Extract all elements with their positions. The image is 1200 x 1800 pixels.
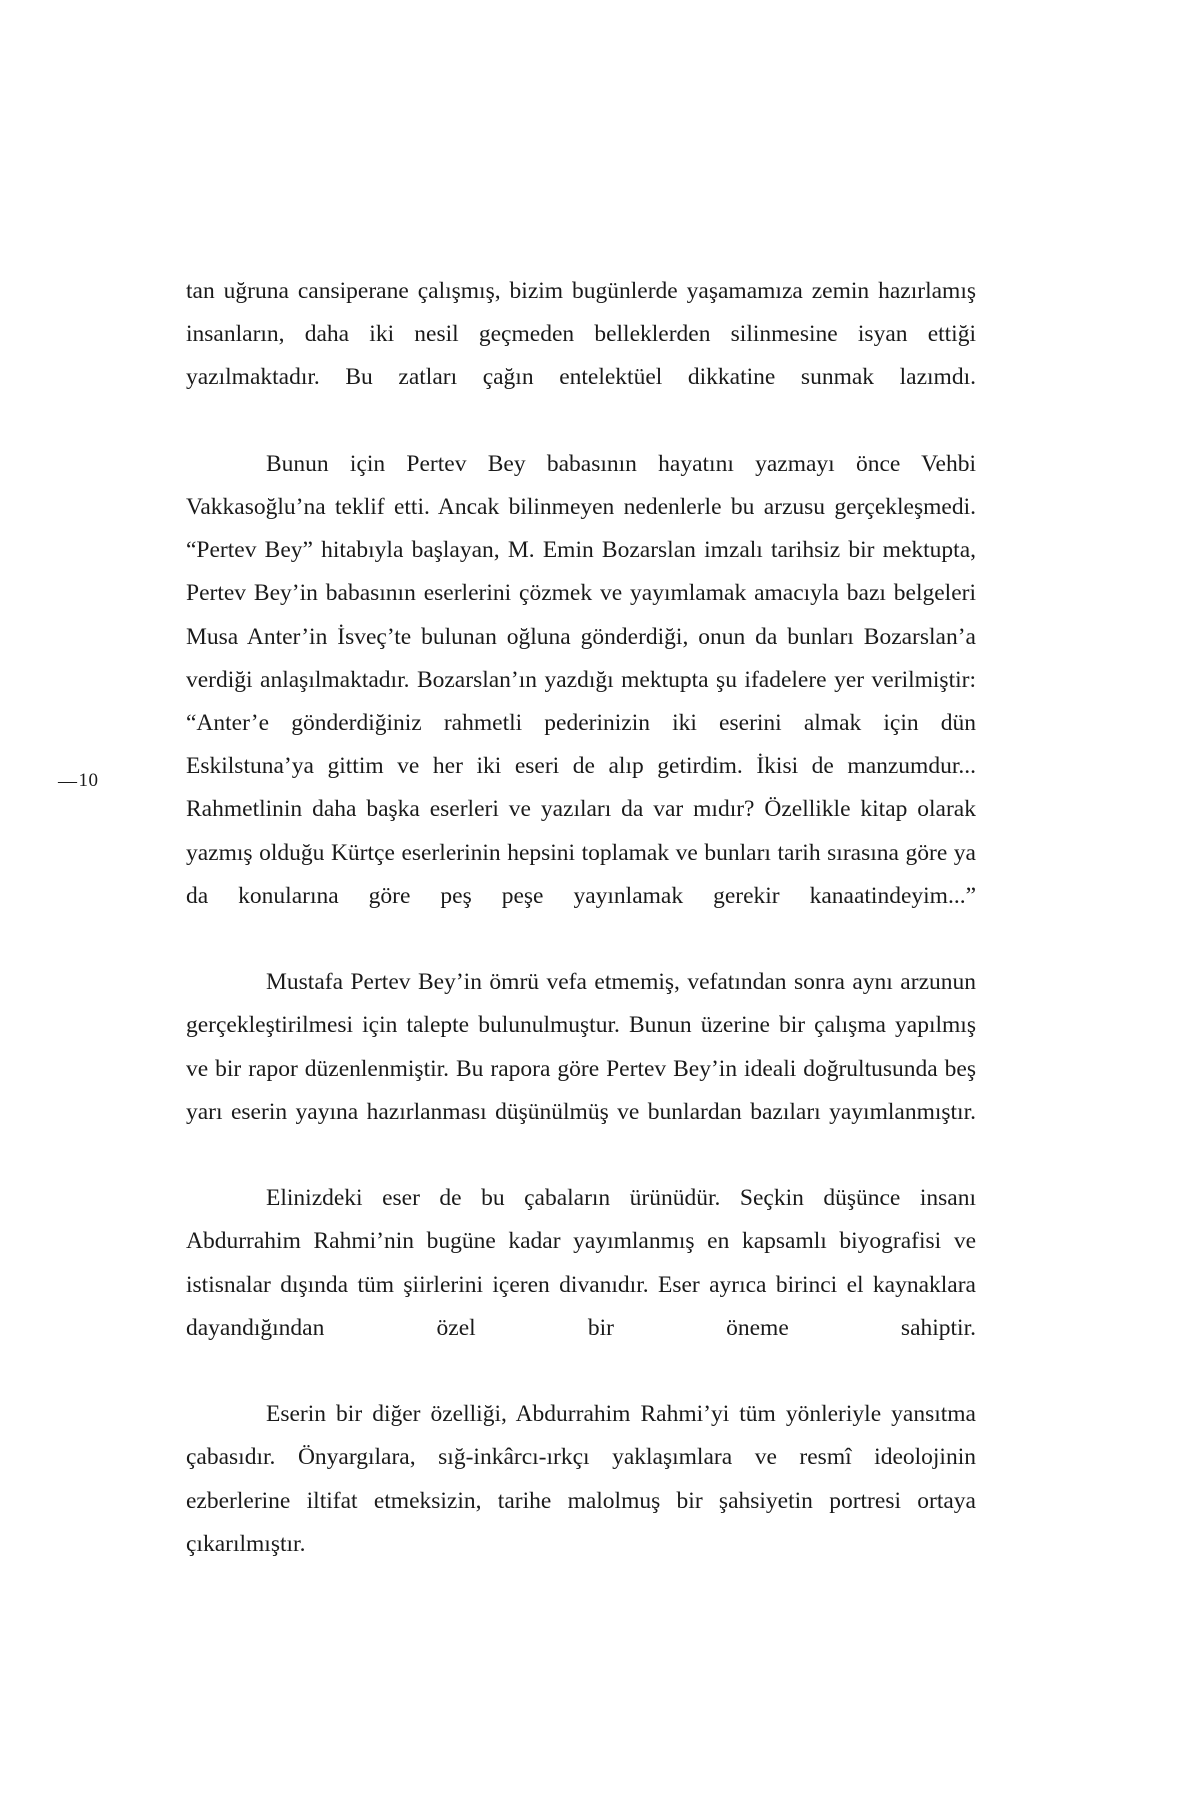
paragraph-3: Mustafa Pertev Bey’in ömrü vefa etmemiş, vefatından sonra aynı arzunun gerçekleştirilmesi için talepte bulunulmuştur. Bunun üzerine bir çalışma yapılmış ve bir rapor düzenlenmiştir. Bu rapora göre Pertev Bey’in ideali doğrultusunda beş yarı eserin yayına hazırlanması düşünülmüş ve bunlardan bazıları yayımlanmıştır.: [186, 969, 976, 1125]
page-number: [58, 770, 178, 793]
paragraph-4: Elinizdeki eser de bu çabaların ürünüdür. Seçkin düşünce insanı Abdurrahim Rahmi’nin bugüne kadar yayımlanmış en kapsamlı biyografisi ve istisnalar dışında tüm şiirlerini içeren divanıdır. Eser ayrıca birinci el kaynaklara dayandığından özel bir öneme sahiptir.: [186, 1185, 976, 1341]
body-text-column: [186, 270, 976, 1609]
paragraph-1: tan uğruna cansiperane çalışmış, bizim bugünlerde yaşamamıza zemin hazırlamış insanların, daha iki nesil geçmeden belleklerden silinmesine isyan ettiği yazılmaktadır. Bu zatları çağın entelektüel dikkatine sunmak lazımdı.: [186, 278, 976, 391]
page-number-value: 10: [78, 770, 99, 791]
paragraph-2: Bunun için Pertev Bey babasının hayatını yazmayı önce Vehbi Vakkasoğlu’na teklif etti. Ancak bilinmeyen nedenlerle bu arzusu gerçekleşmedi. “Pertev Bey” hitabıyla başlayan, M. Emin Bozarslan imzalı tarihsiz bir mektupta, Pertev Bey’in babasının eserlerini çözmek ve yayımlamak amacıyla bazı belgeleri Musa Anter’in İsveç’te bulunan oğluna gönderdiği, onun da bunları Bozarslan’a verdiği anlaşılmaktadır. Bozarslan’ın yazdığı mektupta şu ifadelere yer verilmiştir: “Anter’e gönderdiğiniz rahmetli pederinizin iki eserini almak için dün Eskilstuna’ya gittim ve her iki eseri de alıp getirdim. İkisi de manzumdur... Rahmetlinin daha başka eserleri ve yazıları da var mıdır? Özellikle kitap olarak yazmış olduğu Kürtçe eserlerinin hepsini toplamak ve bunları tarih sırasına göre ya da konularına göre peş peşe yayınlamak gerekir kanaatindeyim...”: [186, 450, 976, 909]
page-number-dash: —: [58, 770, 78, 792]
paragraph-5: Eserin bir diğer özelliği, Abdurrahim Rahmi’yi tüm yönleriyle yansıtma çabasıdır. Önyargılara, sığ-inkârcı-ırkçı yaklaşımlara ve resmî ideolojinin ezberlerine iltifat etmeksizin, tarihe malolmuş bir şahsiyetin portresi ortaya çıkarılmıştır.: [186, 1401, 976, 1557]
